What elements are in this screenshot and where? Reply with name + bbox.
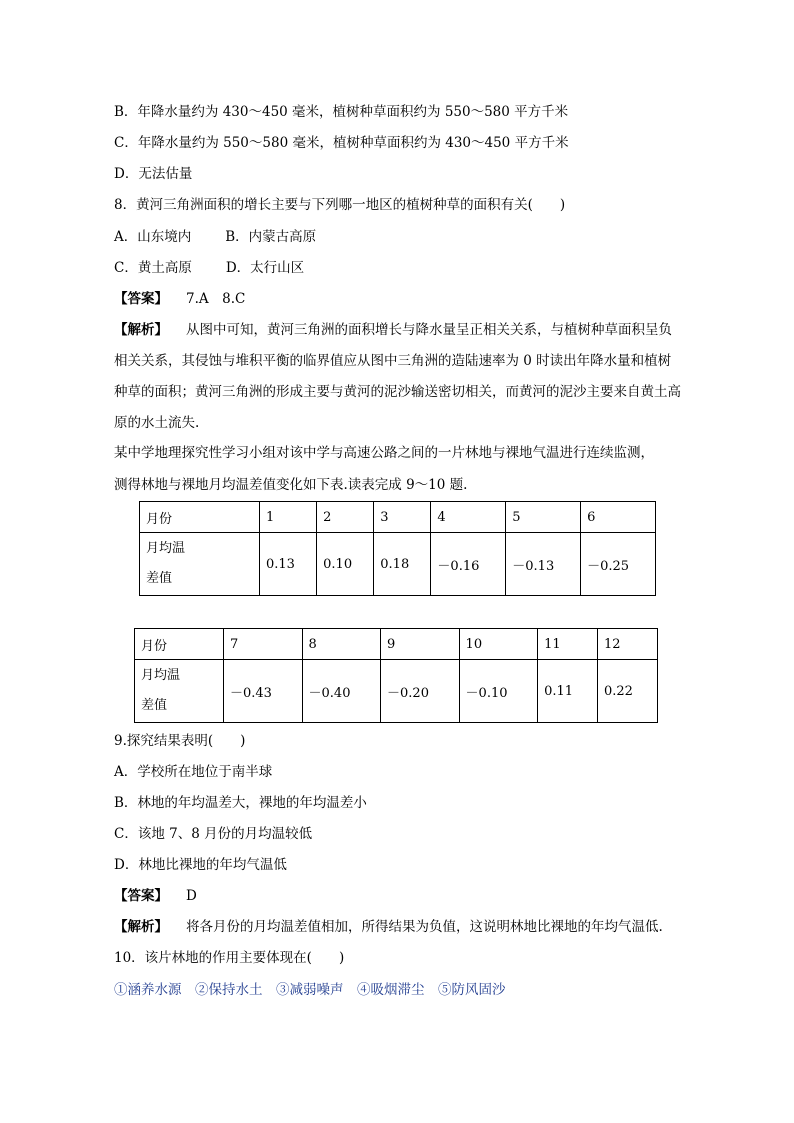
- table-cell-value: －0.10: [459, 660, 538, 723]
- q8-option-d: D．太行山区: [225, 260, 305, 276]
- analysis-7-8: [114, 315, 682, 439]
- q8-option-b: B．内蒙古高原: [225, 229, 317, 245]
- temperature-table-1: [139, 501, 656, 596]
- answer-7-8: [114, 289, 245, 309]
- answer-tag: 【答案】: [114, 888, 168, 904]
- q8-stem: 8．黄河三角洲面积的增长主要与下列哪一地区的植树种草的面积有关( ): [114, 197, 566, 213]
- table-row: [140, 502, 656, 533]
- table-cell-month: 5: [506, 502, 581, 533]
- q9-option-d: D．林地比裸地的年均气温低: [114, 857, 287, 873]
- diff-label-line2: 差值: [141, 698, 168, 713]
- q8-options-row1: [114, 227, 316, 247]
- table-cell-month: 12: [598, 629, 658, 660]
- table-cell-value: －0.13: [506, 533, 581, 596]
- table-cell-month: 2: [317, 502, 374, 533]
- analysis-tag: 【解析】: [114, 919, 168, 935]
- q7-option-b: B．年降水量约为 430～450 毫米，植树种草面积约为 550～580 平方千米: [114, 104, 569, 120]
- table-cell-month: 6: [581, 502, 656, 533]
- q9-option-b: B．林地的年均温差大，裸地的年均温差小: [114, 795, 367, 811]
- answer-text: D: [186, 888, 197, 904]
- table-cell-month: 7: [224, 629, 303, 660]
- table-cell-month: 11: [538, 629, 598, 660]
- table-cell-value: 0.10: [317, 533, 374, 596]
- table-row: [135, 629, 658, 660]
- answer-9: [114, 886, 197, 906]
- table-header-diff: [135, 660, 224, 723]
- table-header-month: 月份: [140, 502, 260, 533]
- table-cell-month: 10: [459, 629, 538, 660]
- table-cell-value: －0.16: [431, 533, 506, 596]
- q8-option-c: C．黄土高原: [114, 260, 192, 276]
- table-cell-month: 1: [260, 502, 317, 533]
- q8-option-a: A．山东境内: [114, 229, 192, 245]
- table-cell-month: 4: [431, 502, 506, 533]
- table-cell-value: －0.25: [581, 533, 656, 596]
- q9-option-c: C．该地 7、8 月份的月均温较低: [114, 826, 313, 842]
- analysis-tag: 【解析】: [114, 322, 168, 338]
- table-cell-value: 0.18: [374, 533, 431, 596]
- q10-options: ①涵养水源 ②保持水土 ③减弱噪声 ④吸烟滞尘 ⑤防风固沙: [114, 982, 506, 998]
- table-cell-month: 8: [302, 629, 381, 660]
- analysis-text: 将各月份的月均温差值相加，所得结果为负值，这说明林地比裸地的年均气温低.: [186, 919, 663, 935]
- table-cell-value: －0.20: [381, 660, 460, 723]
- answer-text: 7.A 8.C: [186, 291, 246, 307]
- diff-label-line2: 差值: [146, 571, 173, 586]
- table-cell-value: 0.22: [598, 660, 658, 723]
- table-header-diff: [140, 533, 260, 596]
- table-cell-month: 3: [374, 502, 431, 533]
- diff-label-line1: 月均温: [141, 668, 181, 683]
- q10-stem: 10．该片林地的作用主要体现在( ): [114, 950, 345, 966]
- answer-tag: 【答案】: [114, 291, 168, 307]
- q7-option-d: D．无法估量: [114, 166, 193, 182]
- q9-stem: 9.探究结果表明( ): [114, 733, 246, 749]
- table-row: [140, 533, 656, 596]
- temperature-table-2: [134, 628, 658, 723]
- analysis-9: [114, 917, 663, 937]
- intro-line-2: 测得林地与裸地月均温差值变化如下表.读表完成 9～10 题.: [114, 477, 468, 493]
- q8-options-row2: [114, 258, 304, 278]
- table-cell-value: 0.11: [538, 660, 598, 723]
- table-row: [135, 660, 658, 723]
- analysis-text: 从图中可知，黄河三角洲的面积增长与降水量呈正相关关系，与植树种草面积呈负相关关系，其侵蚀与堆积平衡的临界值应从图中三角洲的造陆速率为 0 时读出年降水量和植树种草的面积；黄河三角洲的形成主要与黄河的泥沙输送密切相关，而黄河的泥沙主要来自黄土高原的水土流失.: [114, 322, 681, 431]
- table-cell-value: －0.43: [224, 660, 303, 723]
- diff-label-line1: 月均温: [146, 541, 186, 556]
- table-cell-value: 0.13: [260, 533, 317, 596]
- table-cell-value: －0.40: [302, 660, 381, 723]
- table-cell-month: 9: [381, 629, 460, 660]
- q7-option-c: C．年降水量约为 550～580 毫米，植树种草面积约为 430～450 平方千米: [114, 135, 569, 151]
- q9-option-a: A．学校所在地位于南半球: [114, 764, 273, 780]
- table-header-month: 月份: [135, 629, 224, 660]
- intro-line-1: 某中学地理探究性学习小组对该中学与高速公路之间的一片林地与裸地气温进行连续监测，: [114, 445, 654, 461]
